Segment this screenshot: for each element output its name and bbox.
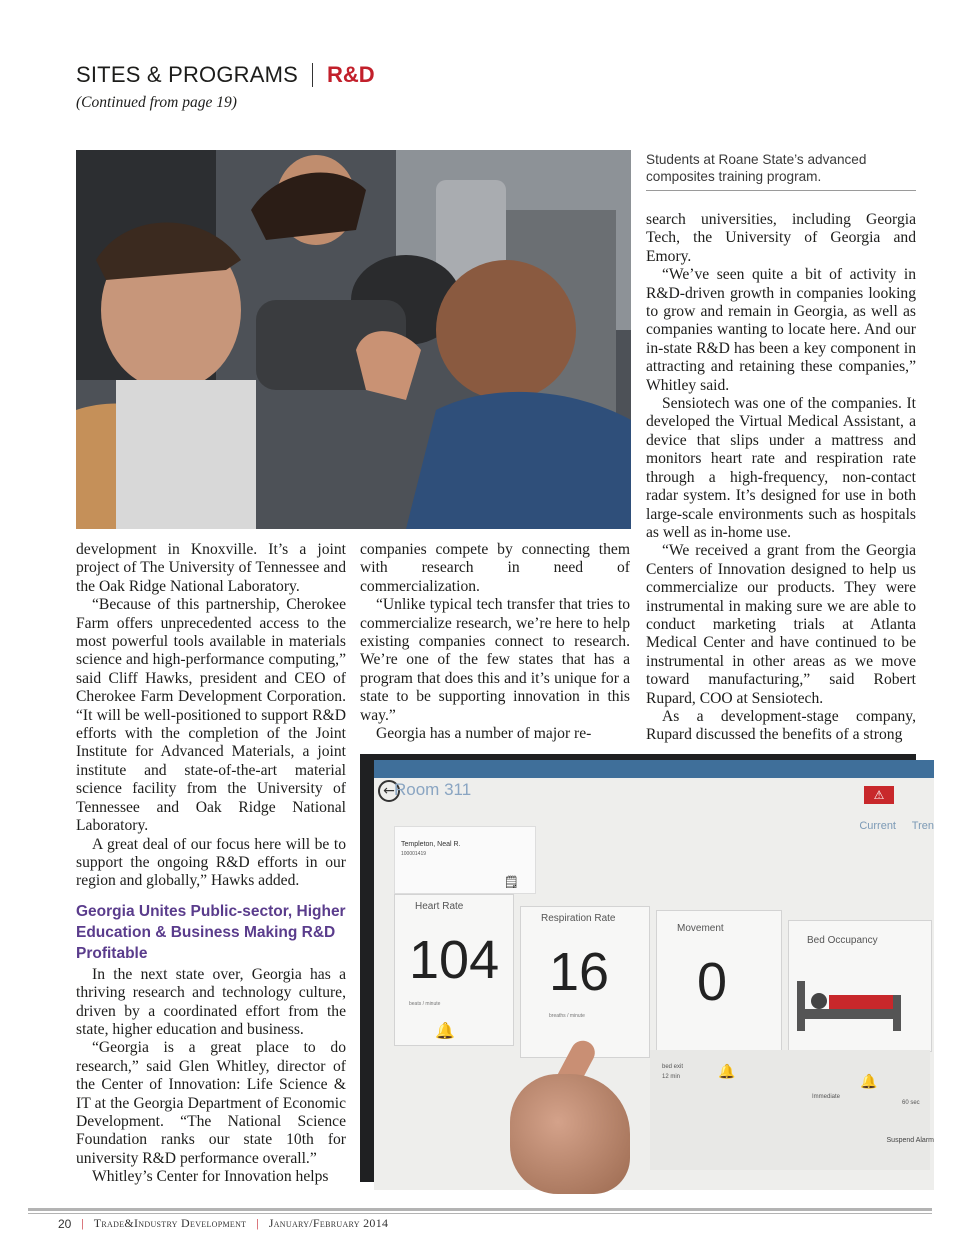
bell-icon: 🔔 [718,1064,736,1080]
movement-tile [656,910,782,1052]
respiration-rate-unit: breaths / minute [549,1013,585,1019]
tab-current: Current [859,820,896,832]
topic-title: R&D [327,62,375,87]
paragraph: Whitley’s Center for Innovation helps [92,1168,329,1186]
heart-rate-unit: beats / minute [409,1001,441,1007]
patient-name: Templeton, Neal R. [401,841,461,848]
footer-divider: | [81,1216,84,1230]
caption-rule [646,190,916,191]
page-footer [58,1216,388,1231]
header-divider [312,63,313,87]
tablet-screen [374,760,934,1190]
paragraph: Georgia has a number of major re- [376,725,592,743]
paragraph: In the next state over, Georgia has a thriving research and technology culture, driven by a coordinated effort from the state, higher education and business. [76,965,346,1038]
paragraph: Sensiotech was one of the companies. It developed the Virtual Medical Assistant, a device that slips under a mattress and monitors heart rate and respiration rate through a high-frequency, non-contact radar system. It’s designed for use in both large-scale environments such as hospitals as well as in-home use. [646,395,916,541]
paragraph: A great deal of our focus here will be to support the ongoing R&D efforts in our region and globally,” Hawks added. [76,835,346,890]
footer-rule [28,1208,932,1211]
heart-rate-tile [394,894,514,1046]
continued-note: (Continued from page 19) [76,94,237,111]
publication-name: Trade&Industry Development [93,1216,247,1230]
paragraph: “Because of this partnership, Cherokee Farm offers unprecedented access to the most powerful tools available in materials science and high-performance computing,” said Cliff Hawks, president and CEO of Cherokee Farm Development Corporation. “It will be well-positioned to support R&D efforts with the completion of the Joint Institute for Advanced Materials, a joint institute and state-of-the-art material science facility from the University of Tennessee and Oak Ridge National Laboratory. [76,596,346,835]
room-title: Room 311 [394,780,472,799]
page-number: 20 [58,1216,72,1231]
paragraph: “Georgia is a great place to do research,” said Glen Whitley, director of the Center of Innovation: Life Science & IT at the Georgia Department of Economic Development. “The National Science Foundation ranks our state 10th for university R&D performance overall.” [76,1039,346,1167]
bed-occupancy-label: Bed Occupancy [807,935,878,946]
respiration-rate-label: Respiration Rate [541,913,616,924]
section-title: SITES & PROGRAMS [76,62,299,87]
paragraph: companies compete by connecting them with research in need of commercialization. [360,541,630,595]
photo-caption: Students at Roane State’s advanced composites training program. [646,152,867,184]
heart-rate-label: Heart Rate [415,901,464,912]
page-header [76,60,375,112]
patient-card [394,826,536,894]
tablet-monitor-photo [360,754,934,1182]
interval-label: 60 sec [902,1100,920,1106]
heart-rate-value: 104 [409,930,500,990]
paragraph: “We received a grant from the Georgia Centers of Innovation designed to help us commercialize our products. They were instrumental in making sure we are able to conduct marketing trials at Atlanta Medical Center and have continued to be instrumental in other areas as we move toward manufacturing,” said Robert Rupard, COO at Sensiotech. [646,542,916,707]
issue-date: January/February 2014 [268,1216,389,1230]
bell-icon: 🔔 [860,1074,878,1090]
timer-label: 12 min [662,1074,681,1080]
tab-trend: Tren [911,820,934,832]
respiration-rate-tile [520,906,650,1058]
screen-title-bar [374,760,934,778]
paragraph: search universities, including Georgia Tech, the University of Georgia and Emory. [646,211,916,265]
bed-occupancy-tile [788,920,932,1052]
bed-exit-label: bed exit [662,1064,684,1070]
immediate-label: Immediate [812,1094,841,1100]
clipboard-icon: 🗒 [503,875,519,889]
suspend-alarm-button: Suspend Alarm [886,1137,934,1144]
article-column-3 [646,211,916,745]
footer-divider: | [256,1216,259,1230]
section-subhead: Georgia Unites Public-sector, Higher Education & Business Making R&D Profitable [76,902,346,962]
hand-shape [510,1074,630,1194]
footer-rule [28,1213,932,1214]
bed-icon [793,971,903,1041]
composites-photo-illustration [76,150,631,529]
paragraph: As a development-stage company, Rupard discussed the benefits of a strong [646,707,916,744]
movement-label: Movement [677,923,724,934]
paragraph: development in Knoxville. It’s a joint project of The University of Tennessee and the Oak Ridge National Laboratory. [76,541,346,595]
alert-warning-icon: ⚠ [864,786,894,804]
article-column-2 [360,541,630,743]
composites-training-photo [76,150,631,529]
alarm-settings-strip [650,1050,930,1170]
paragraph: “We’ve seen quite a bit of activity in R&D-driven growth in companies looking to grow and remain in Georgia, as well as companies wanting to locate here. And our in-state R&D has been a key component in attracting and retaining these companies,” Whitley said. [646,266,916,394]
patient-id: 100001419 [401,851,427,857]
movement-value: 0 [697,952,728,1012]
bell-icon: 🔔 [435,1021,455,1040]
respiration-rate-value: 16 [549,942,610,1002]
paragraph: “Unlike typical tech transfer that tries to commercialize research, we’re here to help existing companies connect to research. We’re one of the few states that has a program that does this and it’s unique for a state to be supporting innovation in this way.” [360,596,630,724]
article-column-1 [76,541,346,1187]
back-arrow-icon: ← [378,780,400,802]
